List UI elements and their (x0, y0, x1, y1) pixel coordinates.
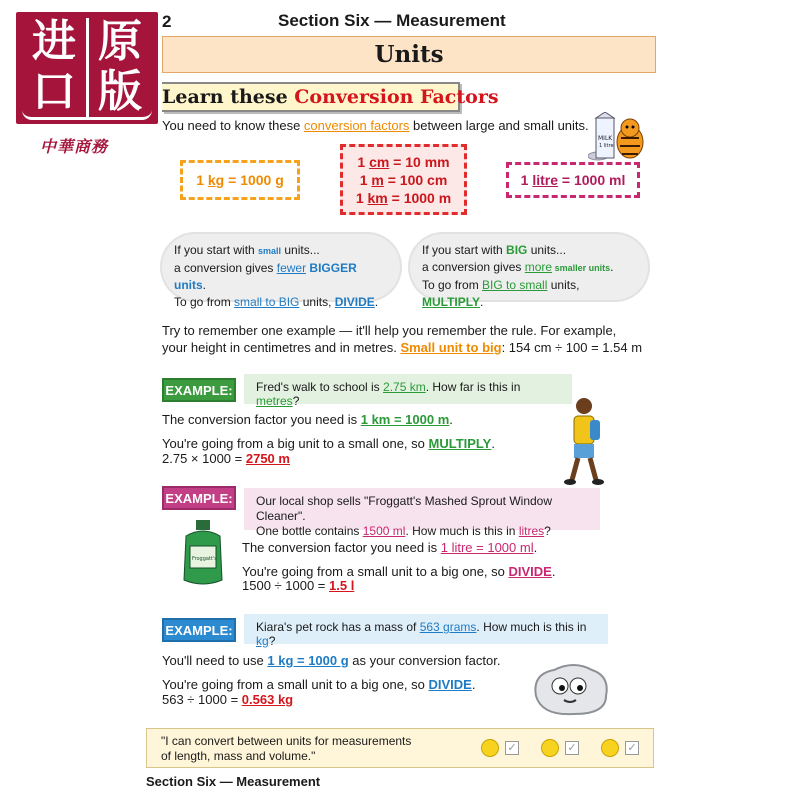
learn-prefix: Learn these (162, 86, 295, 108)
intro-text (162, 118, 589, 133)
walking-child-illustration (560, 396, 608, 486)
logo-char: 版 (98, 66, 142, 117)
big-units-cloud: If you start with BIG units... a conversion gives more smaller units. To go from BIG to small units, MULTIPLY. (410, 234, 648, 300)
bottle-label: Froggatt's (192, 556, 217, 562)
milk-label: MILK (598, 135, 613, 142)
mass-factor-box (180, 160, 300, 200)
length-factor: 1 m = 100 cm (359, 171, 448, 188)
remember-paragraph (162, 322, 642, 356)
logo-char: 进 (32, 16, 76, 67)
example-label: EXAMPLE: (162, 618, 236, 642)
length-factor: 1 cm = 10 mm (357, 153, 450, 170)
intro-highlight: conversion factors (303, 118, 410, 133)
svg-text:1 litre: 1 litre (599, 143, 614, 149)
example-1-step: 2.75 × 1000 = 2750 m (162, 451, 290, 466)
intro-after: between large and small units. (409, 118, 589, 133)
volume-factor-box (506, 162, 640, 198)
mass-factor: 1 kg = 1000 g (196, 172, 284, 188)
happy-checkbox[interactable]: ✓ (625, 741, 639, 755)
example-2-step: 1500 ÷ 1000 = 1.5 l (242, 578, 355, 593)
publisher-logo (16, 12, 158, 124)
learn-highlight: Conversion Factors (294, 86, 499, 108)
section-header: Section Six — Measurement (278, 11, 506, 30)
length-factor: 1 km = 1000 m (355, 189, 452, 206)
remember-line: your height in centimetres and in metres. Small unit to big: 154 cm ÷ 100 = 1.54 m (162, 340, 643, 355)
volume-factor: 1 litre = 1000 ml (520, 172, 626, 188)
page-title: Units (374, 41, 444, 68)
example-2-question-line: One bottle contains 1500 ml. How much is this in litres? (256, 524, 551, 538)
logo-curve (22, 110, 152, 120)
neutral-face-icon (541, 739, 559, 757)
logo-book-divider (86, 18, 89, 118)
remember-line: Try to remember one example — it'll help you remember the rule. For example, (162, 323, 617, 338)
example-2-question (244, 488, 600, 538)
example-1-question: Fred's walk to school is 2.75 km. How far is this in metres? (244, 374, 572, 404)
neutral-checkbox[interactable]: ✓ (565, 741, 579, 755)
example-3-question: Kiara's pet rock has a mass of 563 grams. How much is this in kg? (244, 614, 608, 644)
logo-subtitle: 中華商務 (40, 137, 109, 156)
example-3-step: 563 ÷ 1000 = 0.563 kg (162, 692, 294, 707)
confused-face-icon (481, 739, 499, 757)
happy-face-icon (601, 739, 619, 757)
logo-char: 原 (98, 16, 142, 67)
example-1-step: The conversion factor you need is 1 km = 1000 m. (162, 412, 453, 427)
page-footer: Section Six — Measurement (146, 774, 321, 789)
example-2-step: You're going from a small unit to a big one, so DIVIDE. (242, 564, 556, 579)
pet-rock-illustration (530, 660, 612, 718)
self-check-box (146, 728, 654, 768)
example-label: EXAMPLE: (162, 486, 236, 510)
example-2-step: The conversion factor you need is 1 litre = 1000 ml. (242, 540, 538, 555)
example-2-question-line: Our local shop sells "Froggatt's Mashed Sprout Window Cleaner". (256, 494, 553, 523)
small-units-cloud: If you start with small units... a conversion gives fewer BIGGER units. To go from small to BIG units, DIVIDE. (162, 234, 400, 300)
milk-tiger-illustration (588, 112, 646, 168)
example-label: EXAMPLE: (162, 378, 236, 402)
length-factor-box (340, 144, 467, 215)
page-number: 2 (162, 12, 172, 31)
example-3-step: You're going from a small unit to a big one, so DIVIDE. (162, 677, 476, 692)
logo-char: 口 (32, 66, 76, 117)
self-check-quote: "I can convert between units for measurements of length, mass and volume." (161, 734, 412, 763)
window-cleaner-bottle-illustration (180, 520, 226, 586)
confused-checkbox[interactable]: ✓ (505, 741, 519, 755)
example-1-step: You're going from a big unit to a small one, so MULTIPLY. (162, 436, 495, 451)
learn-heading (162, 82, 499, 112)
intro-before: You need to know these (162, 118, 304, 133)
page-title-bar (162, 36, 656, 73)
example-3-step: You'll need to use 1 kg = 1000 g as your conversion factor. (162, 653, 501, 668)
